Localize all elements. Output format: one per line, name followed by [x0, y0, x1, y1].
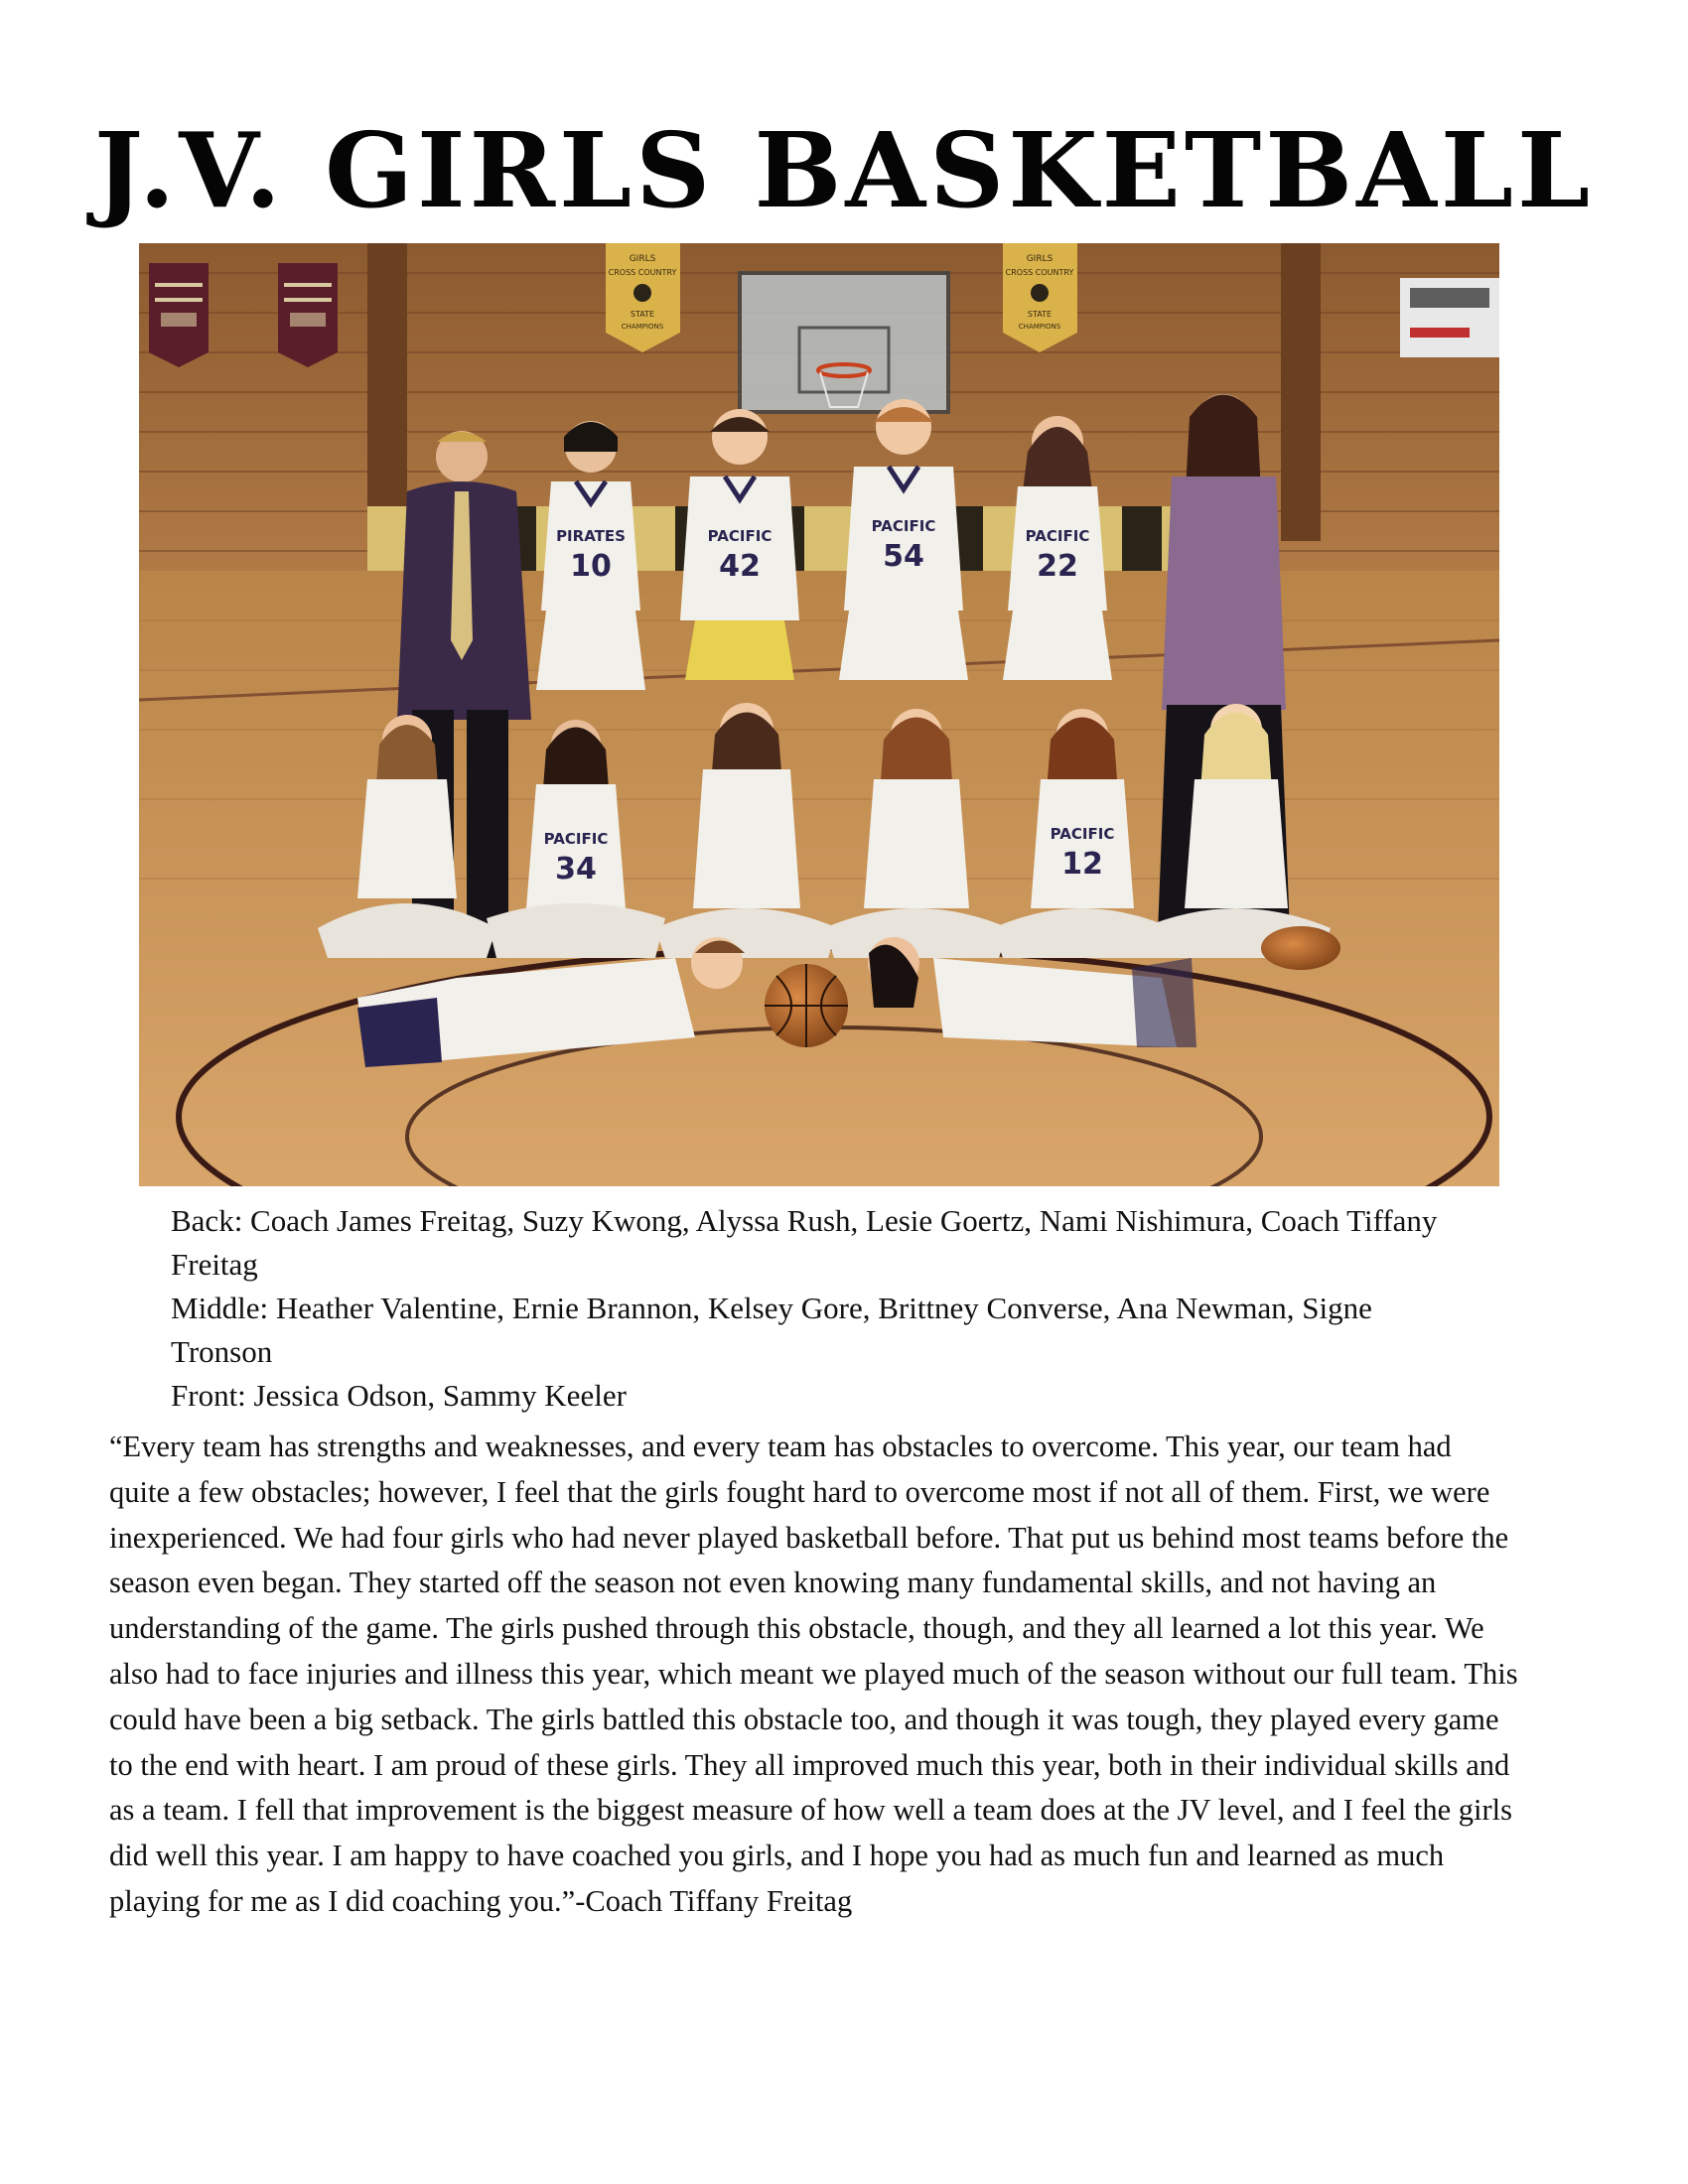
- jersey-team: PIRATES: [556, 527, 626, 545]
- champions-banner-right: [1003, 243, 1077, 352]
- banner-text: GIRLS: [1026, 254, 1054, 264]
- banner-text: STATE: [1027, 310, 1053, 319]
- jersey-number: 10: [570, 549, 612, 584]
- jersey-team: PACIFIC: [871, 517, 936, 535]
- basketball-icon-2: [1261, 926, 1340, 970]
- basketball-hoop: [740, 273, 948, 412]
- jersey-number: 22: [1037, 549, 1078, 584]
- caption-front-row: Front: Jessica Odson, Sammy Keeler: [171, 1378, 627, 1413]
- team-photo: [139, 243, 1499, 1186]
- champions-banner-left: [606, 243, 680, 352]
- gym-floor: [139, 571, 1499, 1186]
- basketball-icon: [765, 964, 848, 1047]
- jersey-team: PACIFIC: [1025, 527, 1090, 545]
- maroon-banner-1: [149, 263, 209, 367]
- caption-middle-row: Middle: Heather Valentine, Ernie Brannon, Kelsey Gore, Brittney Converse, Ana Newman, Signe Tronson: [171, 1291, 1372, 1369]
- jersey-number: 12: [1061, 847, 1103, 882]
- page-title: J.V. GIRLS BASKETBALL: [93, 109, 1595, 231]
- banner-text: CHAMPIONS: [1018, 323, 1061, 331]
- banner-text: STATE: [630, 310, 655, 319]
- banner-text: CHAMPIONS: [621, 323, 664, 331]
- banner-text: CROSS COUNTRY: [1005, 268, 1074, 277]
- jersey-team: PACIFIC: [543, 830, 609, 848]
- jersey-number: 34: [555, 852, 597, 887]
- banner-text: CROSS COUNTRY: [608, 268, 677, 277]
- banner-text: GIRLS: [629, 254, 656, 264]
- jersey-number: 54: [883, 539, 924, 574]
- caption-back-row: Back: Coach James Freitag, Suzy Kwong, Alyssa Rush, Lesie Goertz, Nami Nishimura, Coach Tiffany Freitag: [171, 1203, 1438, 1282]
- coach-quote: “Every team has strengths and weaknesses, and every team has obstacles to overcome. This year, our team had quite a few obstacles; however, I feel that the girls fought hard to overcome most if not all of them. First, we were inexperienced. We had four girls who had never played basketball before. That put us behind most teams before the season even began. They started off the season not even knowing many fundamental skills, and not having an understanding of the game. The girls pushed through this obstacle, though, and they all learned a lot this year. We also had to face injuries and illness this year, which meant we played much of the season without our full team. This could have been a big setback. The girls battled this obstacle too, and though it was tough, they played every game to the end with heart. I am proud of these girls. They all improved much this year, both in their individual skills and as a team. I fell that improvement is the biggest measure of how well a team does at the JV level, and I feel the girls did well this year. I am happy to have coached you girls, and I hope you had as much fun and learned as much playing for me as I did coaching you.”-Coach Tiffany Freitag: [109, 1430, 1518, 1918]
- jersey-team: PACIFIC: [1050, 825, 1115, 843]
- jersey-number: 42: [719, 549, 761, 584]
- wall-sign: [1400, 278, 1499, 357]
- photo-caption: [171, 1199, 1462, 1418]
- jersey-team: PACIFIC: [707, 527, 773, 545]
- maroon-banner-2: [278, 263, 338, 367]
